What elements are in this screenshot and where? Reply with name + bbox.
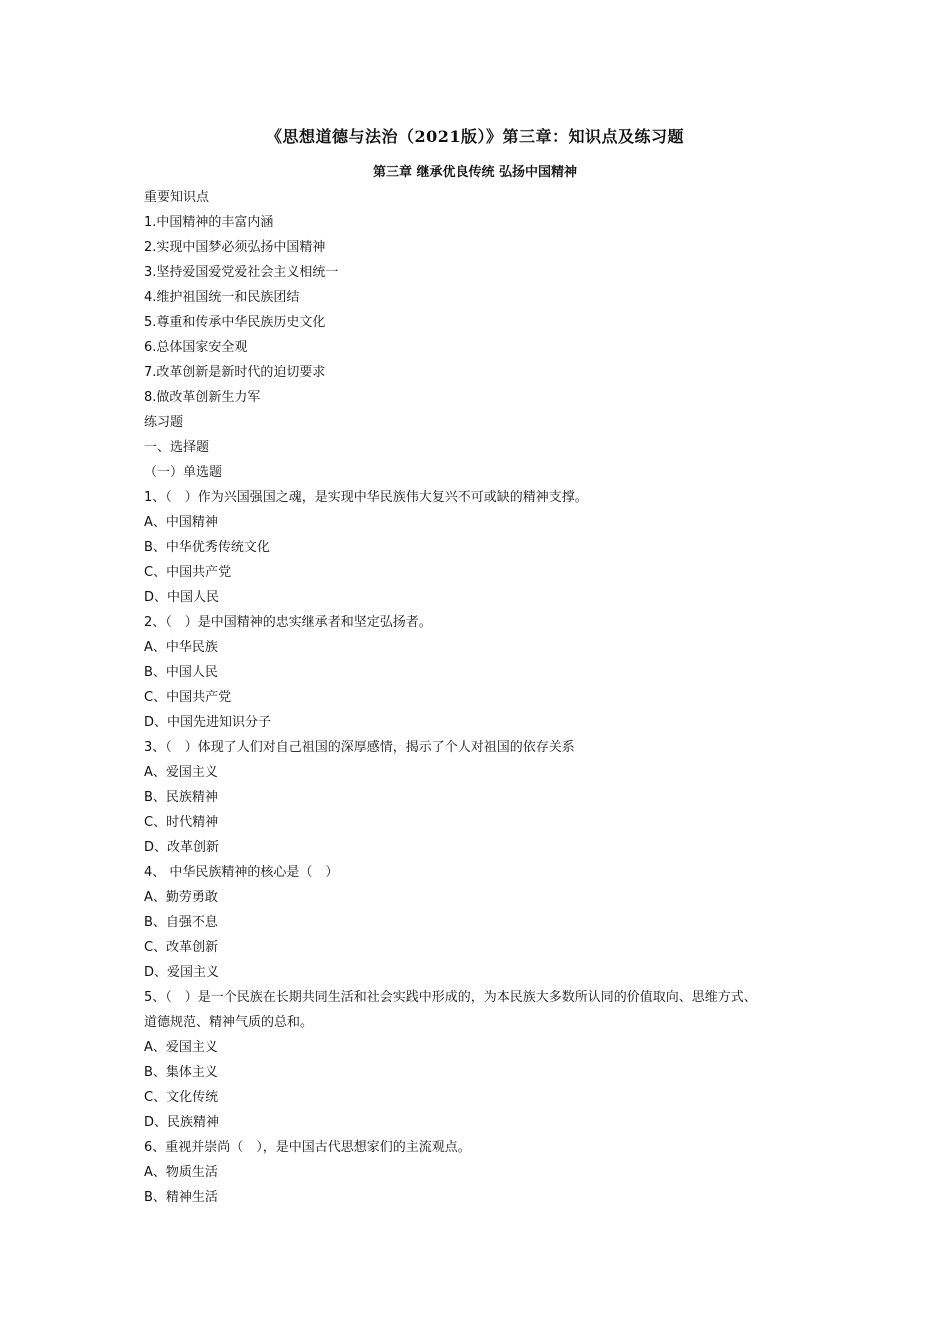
text-line: A、爱国主义 xyxy=(144,1040,218,1055)
text-line: （一）单选题 xyxy=(144,465,223,480)
text-line: 5、（ ）是一个民族在长期共同生活和社会实践中形成的，为本民族大多数所认同的价值取向、思维方式、 xyxy=(144,990,757,1005)
text-line: 练习题 xyxy=(144,415,184,430)
document-title: 《思想道德与法治（2021版）》第三章：知识点及练习题 xyxy=(265,127,685,146)
chapter-title: 第三章 继承优良传统 弘扬中国精神 xyxy=(372,165,578,180)
text-line: B、精神生活 xyxy=(144,1190,218,1205)
document-body xyxy=(144,185,834,1210)
text-line: C、中国共产党 xyxy=(144,690,232,705)
text-line: 7.改革创新是新时代的迫切要求 xyxy=(144,365,326,380)
text-line: A、中国精神 xyxy=(144,515,218,530)
text-line: D、爱国主义 xyxy=(144,965,220,980)
text-line: C、时代精神 xyxy=(144,815,219,830)
text-line: B、自强不息 xyxy=(144,915,218,930)
text-line: 2.实现中国梦必须弘扬中国精神 xyxy=(144,240,326,255)
text-line: 4.维护祖国统一和民族团结 xyxy=(144,290,300,305)
text-line: 6、重视并崇尚（ ），是中国古代思想家们的主流观点。 xyxy=(144,1140,471,1155)
text-line: B、集体主义 xyxy=(144,1065,218,1080)
text-line: C、中国共产党 xyxy=(144,565,232,580)
text-line: 3.坚持爱国爱党爱社会主义相统一 xyxy=(144,265,339,280)
text-line: C、改革创新 xyxy=(144,940,219,955)
text-line: 重要知识点 xyxy=(144,190,210,205)
text-line: D、民族精神 xyxy=(144,1115,220,1130)
text-line: B、民族精神 xyxy=(144,790,218,805)
text-line: 道德规范、精神气质的总和。 xyxy=(144,1015,314,1030)
text-line: D、改革创新 xyxy=(144,840,220,855)
text-line: 4、 中华民族精神的核心是（ ） xyxy=(144,865,339,880)
text-line: A、中华民族 xyxy=(144,640,218,655)
text-line: 8.做改革创新生力军 xyxy=(144,390,261,405)
text-line: 2、（ ）是中国精神的忠实继承者和坚定弘扬者。 xyxy=(144,615,432,630)
text-line: D、中国人民 xyxy=(144,590,220,605)
text-line: B、中华优秀传统文化 xyxy=(144,540,270,555)
text-line: 6.总体国家安全观 xyxy=(144,340,248,355)
text-line: 一、选择题 xyxy=(144,440,210,455)
text-line: C、文化传统 xyxy=(144,1090,219,1105)
text-line: 3、（ ）体现了人们对自己祖国的深厚感情，揭示了个人对祖国的依存关系 xyxy=(144,740,575,755)
text-line: A、爱国主义 xyxy=(144,765,218,780)
text-line: B、中国人民 xyxy=(144,665,218,680)
text-line: D、中国先进知识分子 xyxy=(144,715,272,730)
text-line: A、勤劳勇敢 xyxy=(144,890,218,905)
text-line: 1、（ ）作为兴国强国之魂，是实现中华民族伟大复兴不可或缺的精神支撑。 xyxy=(144,490,588,505)
text-line: 5.尊重和传承中华民族历史文化 xyxy=(144,315,326,330)
text-line: 1.中国精神的丰富内涵 xyxy=(144,215,274,230)
text-line: A、物质生活 xyxy=(144,1165,218,1180)
